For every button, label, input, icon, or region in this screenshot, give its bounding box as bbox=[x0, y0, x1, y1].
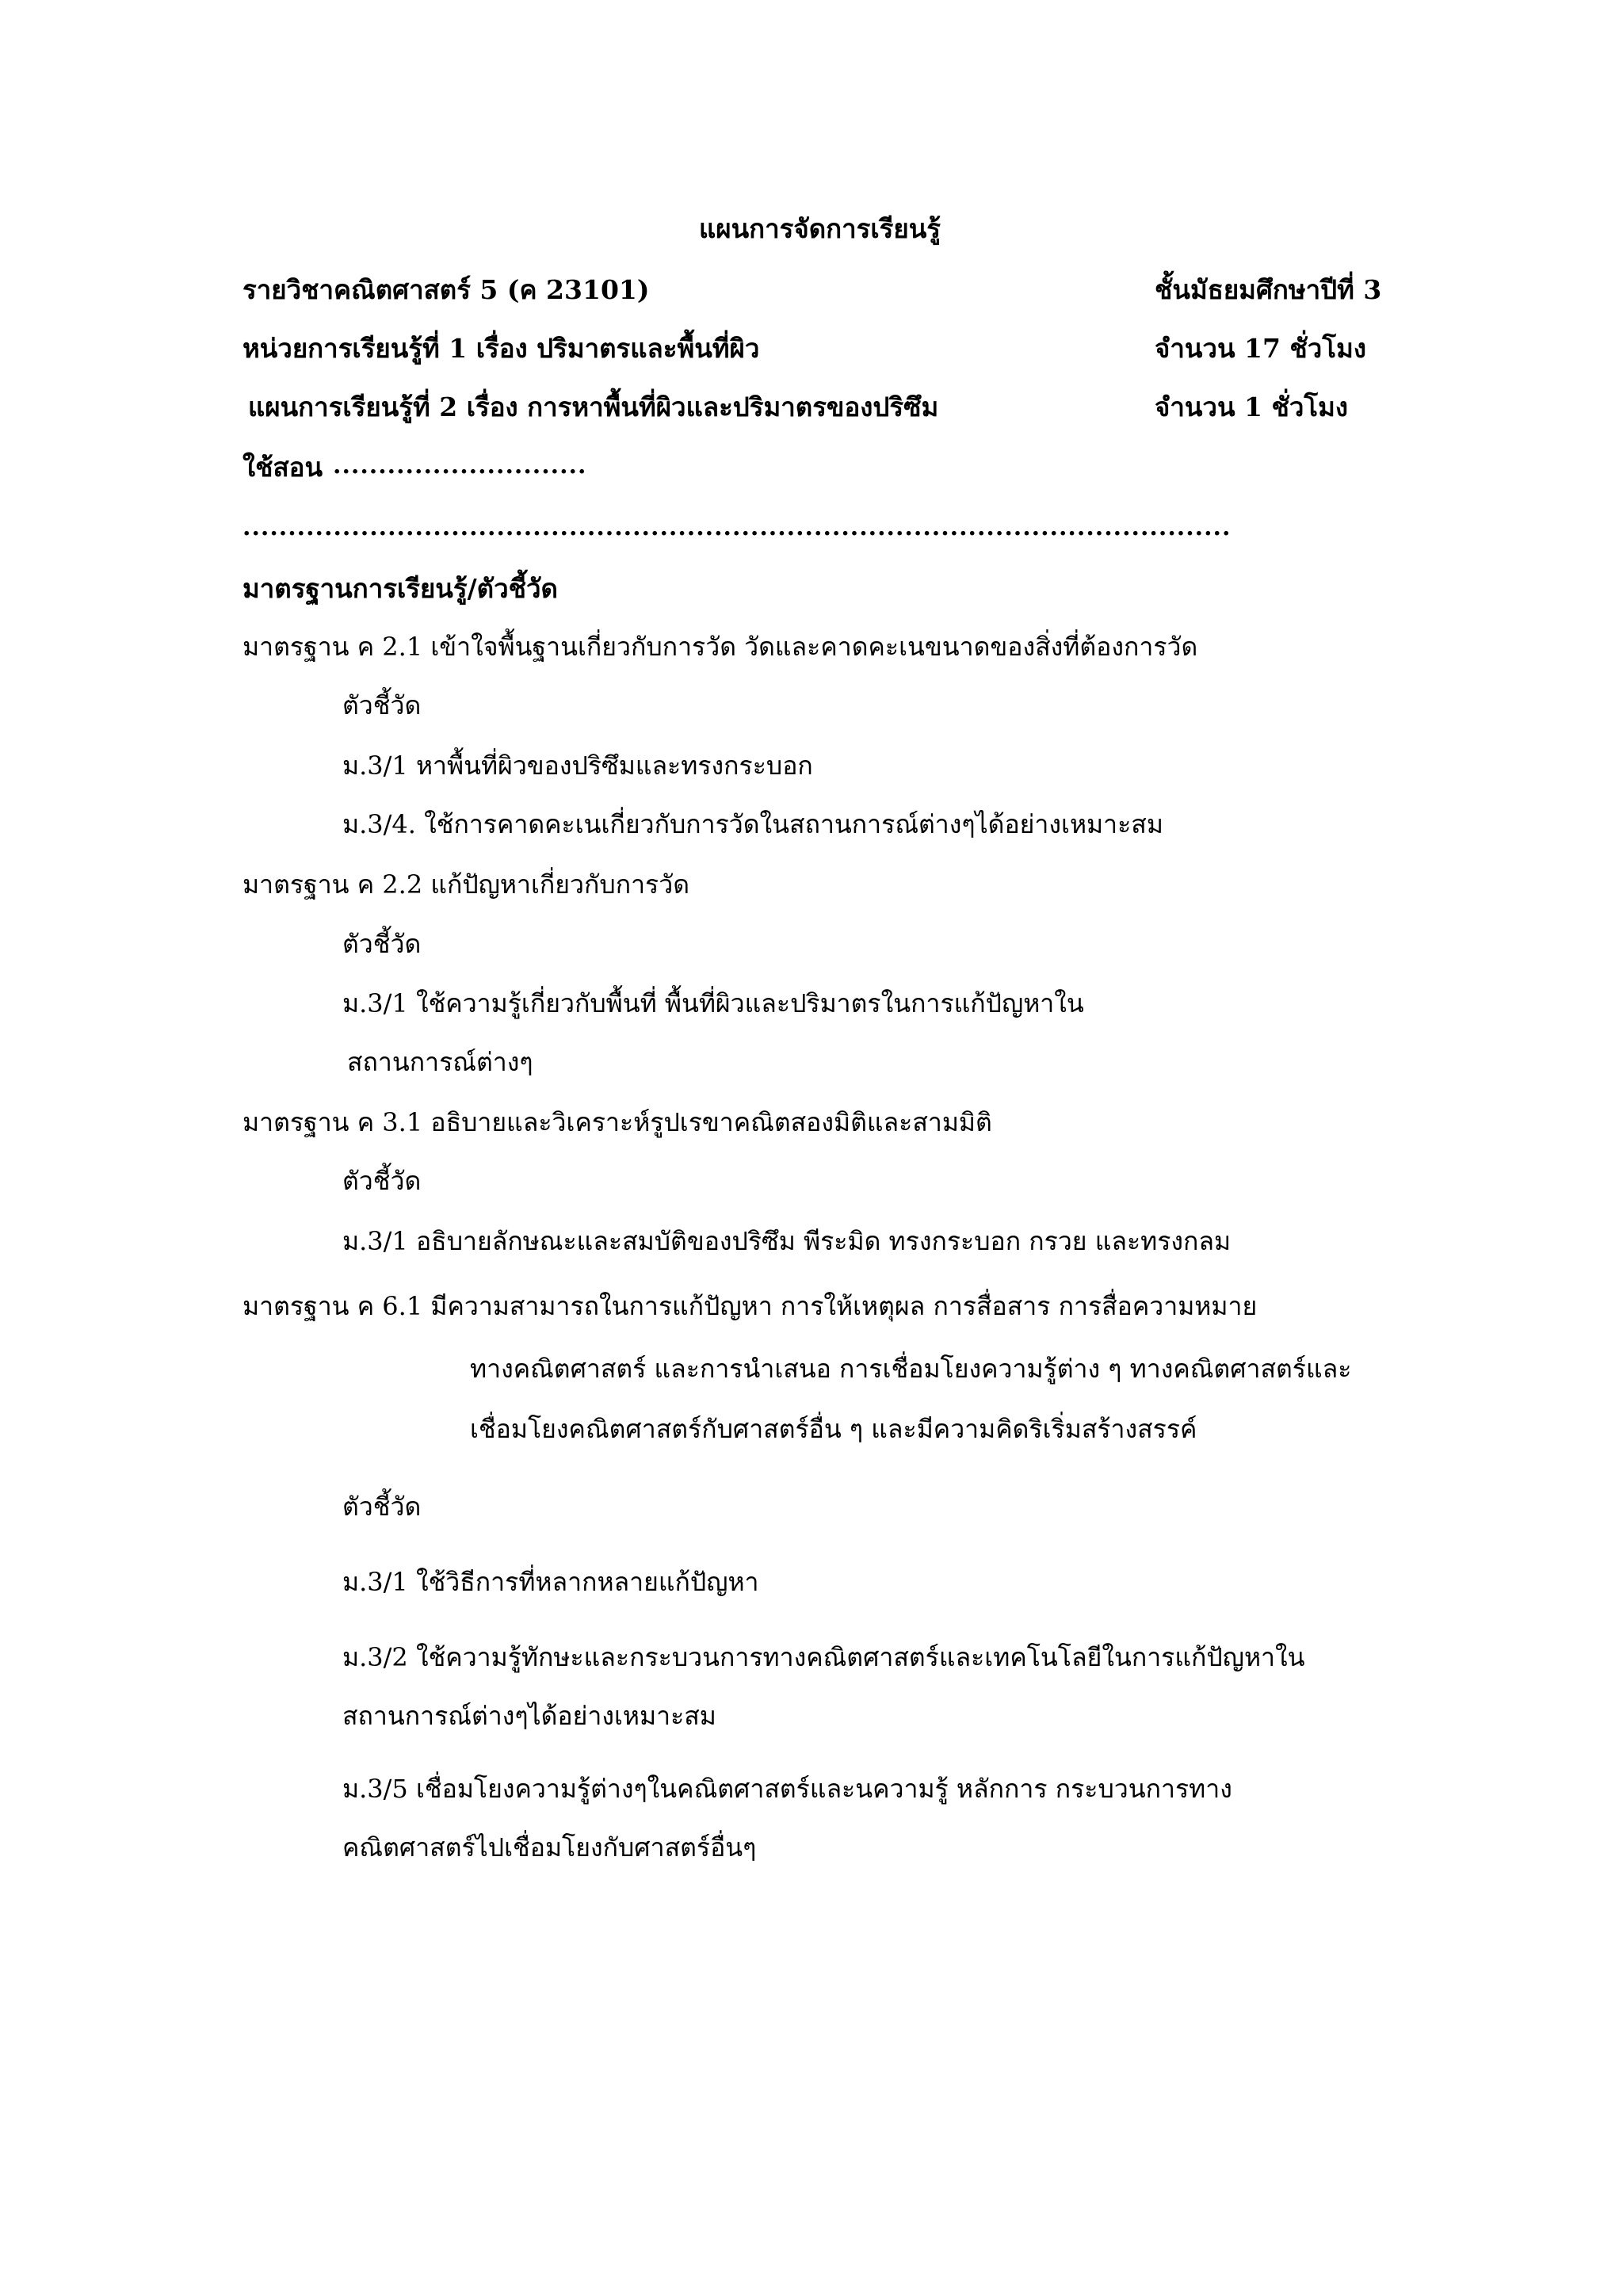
indicator-item: ม.3/1 อธิบายลักษณะและสมบัติของปริซึม พีระมิด ทรงกระบอก กรวย และทรงกลม bbox=[342, 1226, 1232, 1256]
indicator-item: ม.3/1 หาพื้นที่ผิวของปริซึมและทรงกระบอก bbox=[342, 751, 813, 781]
indicator-heading: ตัวชี้วัด bbox=[342, 929, 422, 959]
dotted-rule: ............................................................................................................. bbox=[242, 514, 1232, 541]
subject-line: รายวิชาคณิตศาสตร์ 5 (ค 23101) bbox=[242, 274, 650, 305]
standard-2-2: มาตรฐาน ค 2.2 แก้ปัญหาเกี่ยวกับการวัด bbox=[242, 869, 689, 900]
indicator-heading: ตัวชี้วัด bbox=[342, 1166, 422, 1196]
used-teaching-label: ใช้สอน bbox=[242, 452, 323, 483]
indicator-heading: ตัวชี้วัด bbox=[342, 690, 422, 720]
section-heading: มาตรฐานการเรียนรู้/ตัวชี้วัด bbox=[242, 573, 558, 604]
standard-6-1-cont: เชื่อมโยงคณิตศาสตร์กับศาสตร์อื่น ๆ และมีความคิดริเริ่มสร้างสรรค์ bbox=[470, 1414, 1197, 1444]
unit-line: หน่วยการเรียนรู้ที่ 1 เรื่อง ปริมาตรและพื้นที่ผิว bbox=[242, 333, 760, 364]
indicator-item: ม.3/2 ใช้ความรู้ทักษะและกระบวนการทางคณิตศาสตร์และเทคโนโลยีในการแก้ปัญหาใน bbox=[342, 1642, 1305, 1672]
plan-line: แผนการเรียนรู้ที่ 2 เรื่อง การหาพื้นที่ผิวและปริมาตรของปริซึม bbox=[248, 392, 939, 422]
plan-hours: จำนวน 1 ชั่วโมง bbox=[1155, 392, 1348, 422]
document-title: แผนการจัดการเรียนรู้ bbox=[699, 213, 941, 244]
indicator-item-cont: สถานการณ์ต่างๆ bbox=[347, 1047, 533, 1077]
standard-6-1-cont: ทางคณิตศาสตร์ และการนำเสนอ การเชื่อมโยงความรู้ต่าง ๆ ทางคณิตศาสตร์และ bbox=[470, 1354, 1352, 1384]
indicator-item: ม.3/4. ใช้การคาดคะเนเกี่ยวกับการวัดในสถานการณ์ต่างๆได้อย่างเหมาะสม bbox=[342, 809, 1163, 839]
indicator-item: ม.3/1 ใช้วิธีการที่หลากหลายแก้ปัญหา bbox=[342, 1567, 759, 1597]
used-teaching-dots: ............................ bbox=[333, 452, 587, 479]
standard-6-1: มาตรฐาน ค 6.1 มีความสามารถในการแก้ปัญหา การให้เหตุผล การสื่อสาร การสื่อความหมาย bbox=[242, 1291, 1258, 1321]
standard-2-1: มาตรฐาน ค 2.1 เข้าใจพื้นฐานเกี่ยวกับการวัด วัดและคาดคะเนขนาดของสิ่งที่ต้องการวัด bbox=[242, 632, 1198, 662]
unit-hours: จำนวน 17 ชั่วโมง bbox=[1155, 333, 1366, 364]
indicator-item: ม.3/5 เชื่อมโยงความรู้ต่างๆในคณิตศาสตร์และนความรู้ หลักการ กระบวนการทาง bbox=[342, 1774, 1232, 1804]
standard-3-1: มาตรฐาน ค 3.1 อธิบายและวิเคราะห์รูปเรขาคณิตสองมิติและสามมิติ bbox=[242, 1107, 992, 1137]
indicator-item: ม.3/1 ใช้ความรู้เกี่ยวกับพื้นที่ พื้นที่ผิวและปริมาตรในการแก้ปัญหาใน bbox=[342, 988, 1084, 1018]
indicator-item-cont: สถานการณ์ต่างๆได้อย่างเหมาะสม bbox=[342, 1701, 716, 1731]
grade-line: ชั้นมัธยมศึกษาปีที่ 3 bbox=[1155, 274, 1382, 305]
indicator-heading: ตัวชี้วัด bbox=[342, 1492, 422, 1522]
indicator-item-cont: คณิตศาสตร์ไปเชื่อมโยงกับศาสตร์อื่นๆ bbox=[342, 1832, 757, 1862]
